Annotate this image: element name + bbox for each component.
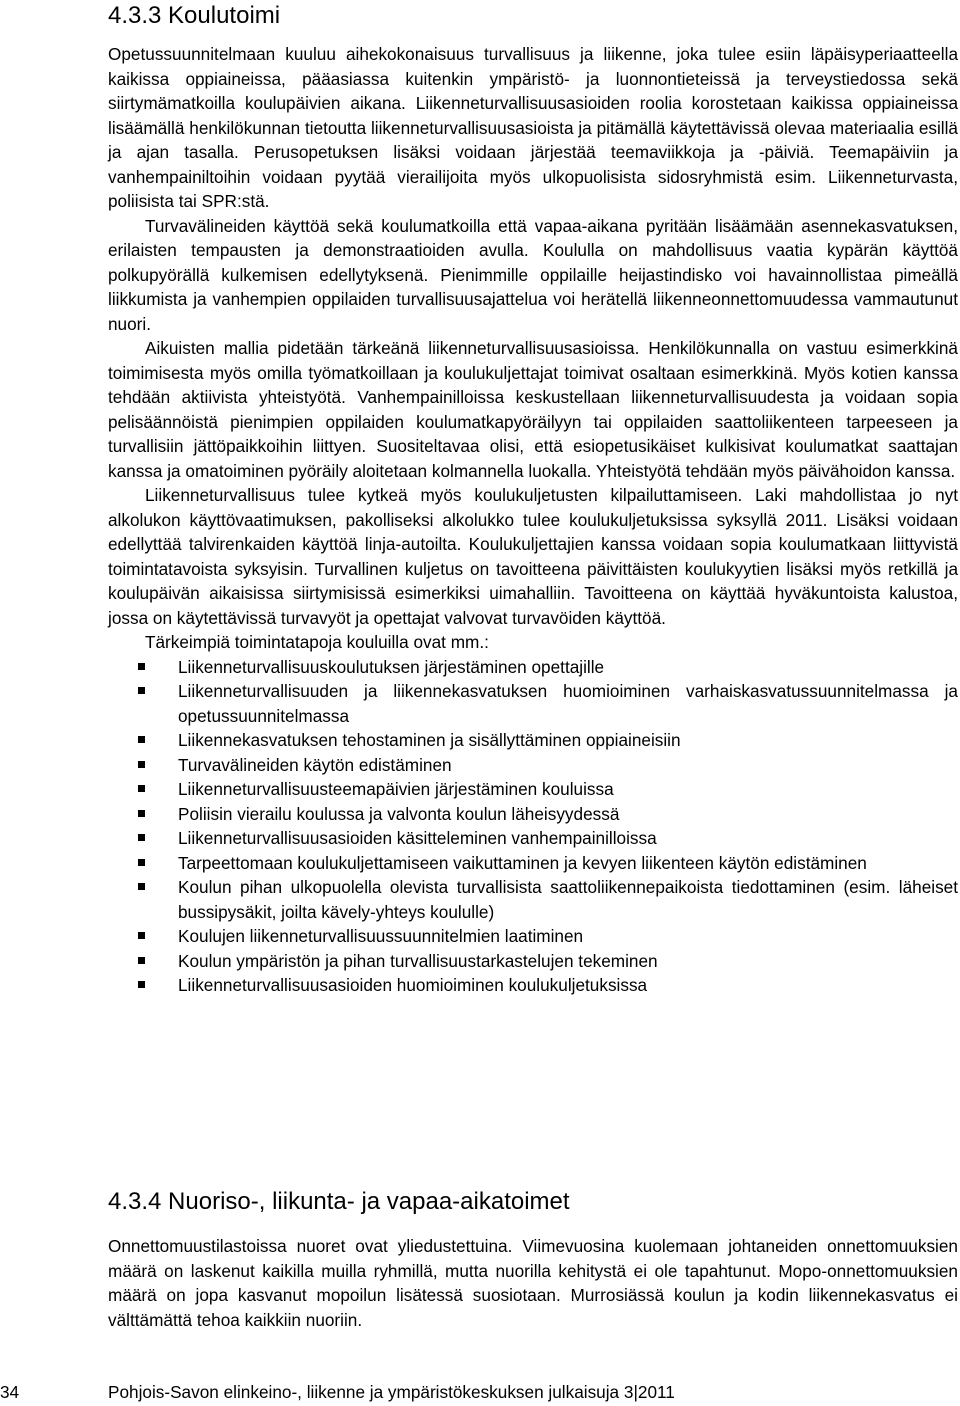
paragraph: Liikenneturvallisuus tulee kytkeä myös koulukuljetusten kilpailuttamiseen. Laki mahdollistaa jo nyt alkolukon käyttövaatimuksen, pakolliseksi alkolukko tulee koulukuljetuksissa syksyllä 2011. Lisäksi voidaan edellyttää talvirenkaiden käyttöä linja-autoilta. Koulukuljettajien kanssa voidaan sopia koulumatkaan liittyvistä toimintatavoista syksyisin. Turvallinen kuljetus on tavoitteena päivittäisten koulukyytien lisäksi myös retkillä ja koulupäivän aikaisissa siirtymisissä esimerkiksi uimahalliin. Tavoitteena on käyttää hyväkuntoista kalustoa, jossa on käytettävissä turvavyöt ja opettajat valvovat turvavöiden käyttöä. (108, 485, 958, 628)
list-item-text: Liikenneturvallisuusteemapäivien järjestäminen kouluissa (178, 779, 614, 799)
paragraph: Opetussuunnitelmaan kuuluu aihekokonaisuus turvallisuus ja liikenne, joka tulee esiin läpäisyperiaatteella kaikissa oppiaineissa, pääasiassa kuitenkin ympäristö- ja luonnontieteissä ja terveystiedossa sekä siirtymämatkoilla koulupäivien aikana. Liikenneturvallisuusasioiden roolia korostetaan kaikissa oppiaineissa lisäämällä henkilökunnan tietoutta liikenneturvallisuusasioista ja pitämällä käytettävissä olevaa materiaalia esillä ja ajan tasalla. Perusopetuksen lisäksi voidaan järjestää teemaviikkoja ja -päiviä. Teemapäiviin ja vanhempainiltoihin voidaan pyytää vierailijoita myös ulkopuolisista sidosryhmistä esim. Liikenneturvasta, poliisista tai SPR:stä. (108, 44, 958, 211)
square-bullet-icon (138, 785, 145, 792)
square-bullet-icon (138, 932, 145, 939)
square-bullet-icon (138, 810, 145, 817)
list-item-text: Liikenneturvallisuuden ja liikennekasvatuksen huomioiminen varhaiskasvatussuunnitelmassa ja opetussuunnitelmassa (178, 681, 958, 726)
page-footer (0, 1380, 960, 1404)
list-item (108, 679, 958, 728)
section-heading-koulutoimi: 4.3.3 Koulutoimi (108, 2, 281, 29)
list-item (108, 728, 958, 753)
paragraph: Aikuisten mallia pidetään tärkeänä liikenneturvallisuusasioissa. Henkilökunnalla on vastuu esimerkkinä toimimisesta myös omilla työmatkoillaan ja koulukuljettajat toimivat osaltaan esimerkkinä. Myös kotien kanssa tehdään aktiivista yhteistyötä. Vanhempainilloissa keskustellaan liikenneturvallisuudesta ja voidaan sopia pelisäännöistä pienimpien oppilaiden koulumatkapyöräilyyn tai oppilaiden saattoliikenteen tarpeeseen ja turvallisiin jättöpaikkoihin liittyen. Suositeltavaa olisi, että esiopetusikäiset kulkisivat koulumatkat saattajan kanssa ja omatoiminen pyöräily aloitetaan kolmannella luokalla. Yhteistyötä tehdään myös päivähoidon kanssa. (108, 338, 958, 481)
list-item-text: Koulujen liikenneturvallisuussuunnitelmien laatiminen (178, 926, 584, 946)
square-bullet-icon (138, 663, 145, 670)
list-item-text: Liikenneturvallisuusasioiden käsitteleminen vanhempainilloissa (178, 828, 657, 848)
square-bullet-icon (138, 687, 145, 694)
list-intro: Tärkeimpiä toimintatapoja kouluilla ovat mm.: (145, 632, 489, 652)
list-item (108, 875, 958, 924)
list-item-text: Koulun pihan ulkopuolella olevista turvallisista saattoliikennepaikoista tiedottaminen (esim. läheiset bussipysäkit, joilta kävely-yhteys koululle) (178, 877, 958, 922)
list-item-text: Liikenneturvallisuuskoulutuksen järjestäminen opettajille (178, 656, 605, 677)
section-body-nuoriso (108, 1234, 958, 1332)
page-number: 34 (0, 1382, 20, 1402)
list-item (108, 826, 958, 851)
square-bullet-icon (138, 957, 145, 964)
list-item-text: Poliisin vierailu koulussa ja valvonta koulun läheisyydessä (178, 803, 620, 824)
square-bullet-icon (138, 736, 145, 743)
list-item (108, 655, 958, 680)
list-item (108, 753, 958, 778)
square-bullet-icon (138, 981, 145, 988)
list-item-text: Liikenneturvallisuusasioiden huomioiminen koulukuljetuksissa (178, 975, 648, 995)
square-bullet-icon (138, 761, 145, 768)
list-item (108, 777, 958, 802)
list-item (108, 851, 958, 876)
list-item-text: Tarpeettomaan koulukuljettamiseen vaikuttaminen ja kevyen liikenteen käytön edistäminen (178, 852, 867, 873)
section-body-koulutoimi (108, 42, 958, 998)
list-item-text: Liikennekasvatuksen tehostaminen ja sisällyttäminen oppiaineisiin (178, 730, 681, 750)
paragraph: Turvavälineiden käyttöä sekä koulumatkoilla että vapaa-aikana pyritään lisäämään asennekasvatuksen, erilaisten tempausten ja demonstraatioiden avulla. Koululla on mahdollisuus vaatia kypärän käyttöä polkupyörällä kulkemisen edellytyksenä. Pienimmille oppilaille heijastindisko voi havainnollistaa pimeällä liikkumista ja vanhempien oppilaiden turvallisuusajattelua voi herätellä liikenneonnettomuudessa vammautunut nuori. (108, 215, 958, 334)
list-item (108, 802, 958, 827)
section-heading-nuoriso: 4.3.4 Nuoriso-, liikunta- ja vapaa-aikatoimet (108, 1188, 570, 1215)
square-bullet-icon (138, 859, 145, 866)
bullet-list (108, 655, 958, 998)
publication-title: Pohjois-Savon elinkeino-, liikenne ja ympäristökeskuksen julkaisuja 3|2011 (108, 1382, 675, 1402)
square-bullet-icon (138, 883, 145, 890)
list-item (108, 949, 958, 974)
list-item-text: Turvavälineiden käytön edistäminen (178, 754, 452, 775)
square-bullet-icon (138, 834, 145, 841)
list-item-text: Koulun ympäristön ja pihan turvallisuustarkastelujen tekeminen (178, 950, 658, 971)
list-item (108, 924, 958, 949)
list-item (108, 973, 958, 998)
paragraph: Onnettomuustilastoissa nuoret ovat yliedustettuina. Viimevuosina kuolemaan johtaneiden onnettomuuksien määrä on laskenut kaikilla muilla ryhmillä, mutta nuorilla kehitystä ei ole tapahtunut. Mopo-onnettomuuksien määrä on jopa kasvanut mopoilun lisätessä suosiotaan. Murrosiässä koulun ja kodin liikennekasvatus ei välttämättä tehoa kaikkiin nuoriin. (108, 1236, 958, 1330)
